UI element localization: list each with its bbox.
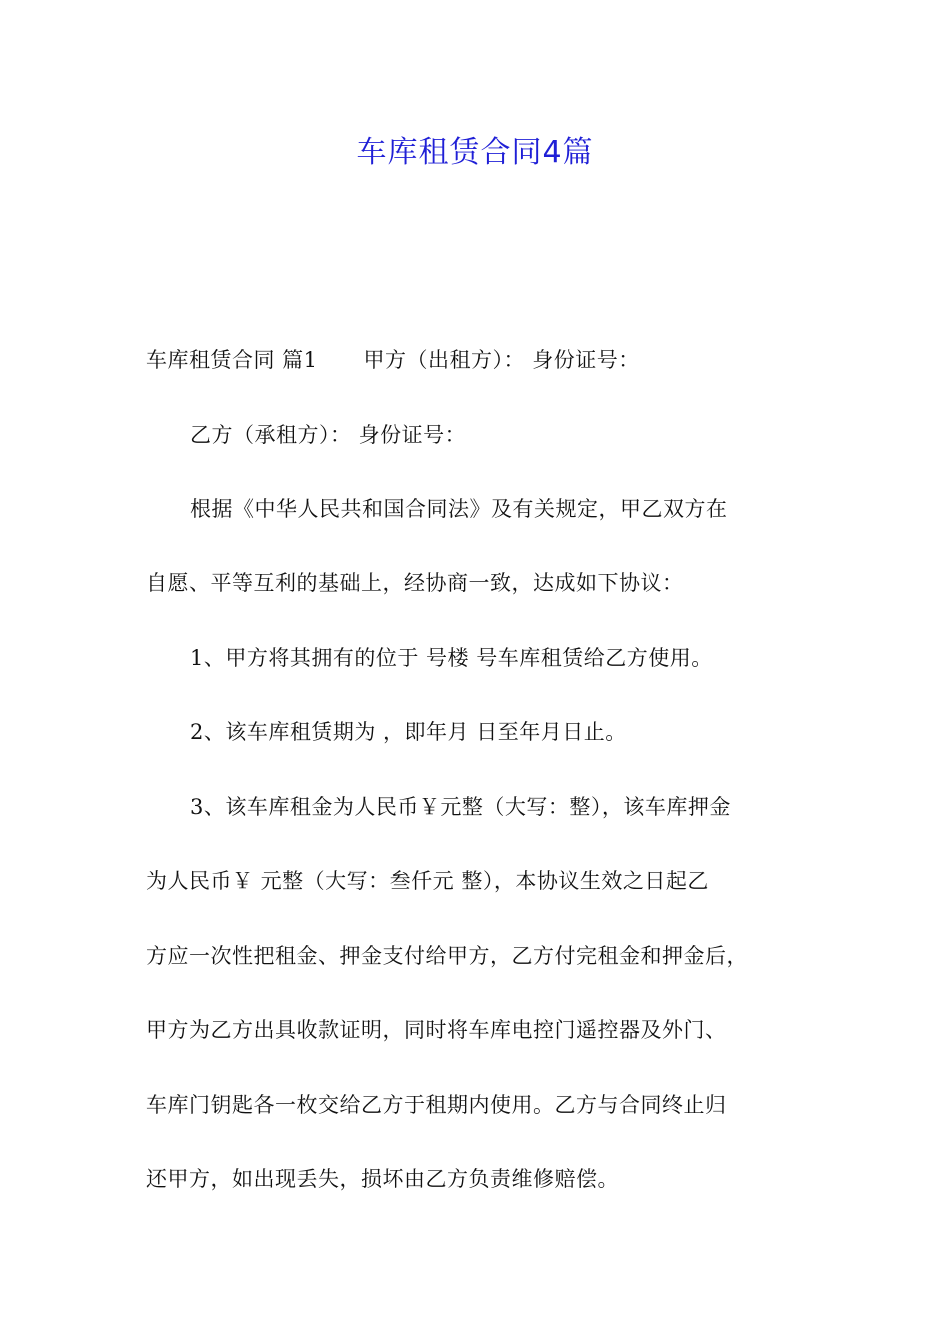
paragraph-line: 为人民币￥ 元整（大写：叁仟元 整），本协议生效之日起乙 (146, 869, 709, 893)
paragraph-line: 方应一次性把租金、押金支付给甲方，乙方付完租金和押金后， (146, 944, 748, 968)
paragraph-line: 还甲方，如出现丢失，损坏由乙方负责维修赔偿。 (146, 1167, 619, 1191)
clause-1-line: 1、甲方将其拥有的位于 号楼 号车库租赁给乙方使用。 (190, 646, 713, 670)
clause-2-line: 2、该车库租赁期为 ，即年月 日至年月日止。 (190, 720, 627, 744)
paragraph-line: 车库门钥匙各一枚交给乙方于租期内使用。乙方与合同终止归 (146, 1093, 727, 1117)
document-title: 车库租赁合同4篇 (356, 135, 594, 170)
party-b-line: 乙方（承租方）： 身份证号： (190, 423, 467, 447)
clause-3-line: 3、该车库租金为人民币￥元整（大写：整），该车库押金 (190, 795, 731, 819)
first-line (146, 345, 836, 375)
paragraph-line: 甲方为乙方出具收款证明，同时将车库电控门遥控器及外门、 (146, 1018, 727, 1042)
paragraph-line: 根据《中华人民共和国合同法》及有关规定，甲乙双方在 (190, 497, 728, 521)
section-heading: 车库租赁合同 篇1 (146, 348, 318, 372)
party-a-line: 甲方（出租方）： 身份证号： (363, 348, 640, 372)
paragraph-line: 自愿、平等互利的基础上，经协商一致，达成如下协议： (146, 571, 684, 595)
